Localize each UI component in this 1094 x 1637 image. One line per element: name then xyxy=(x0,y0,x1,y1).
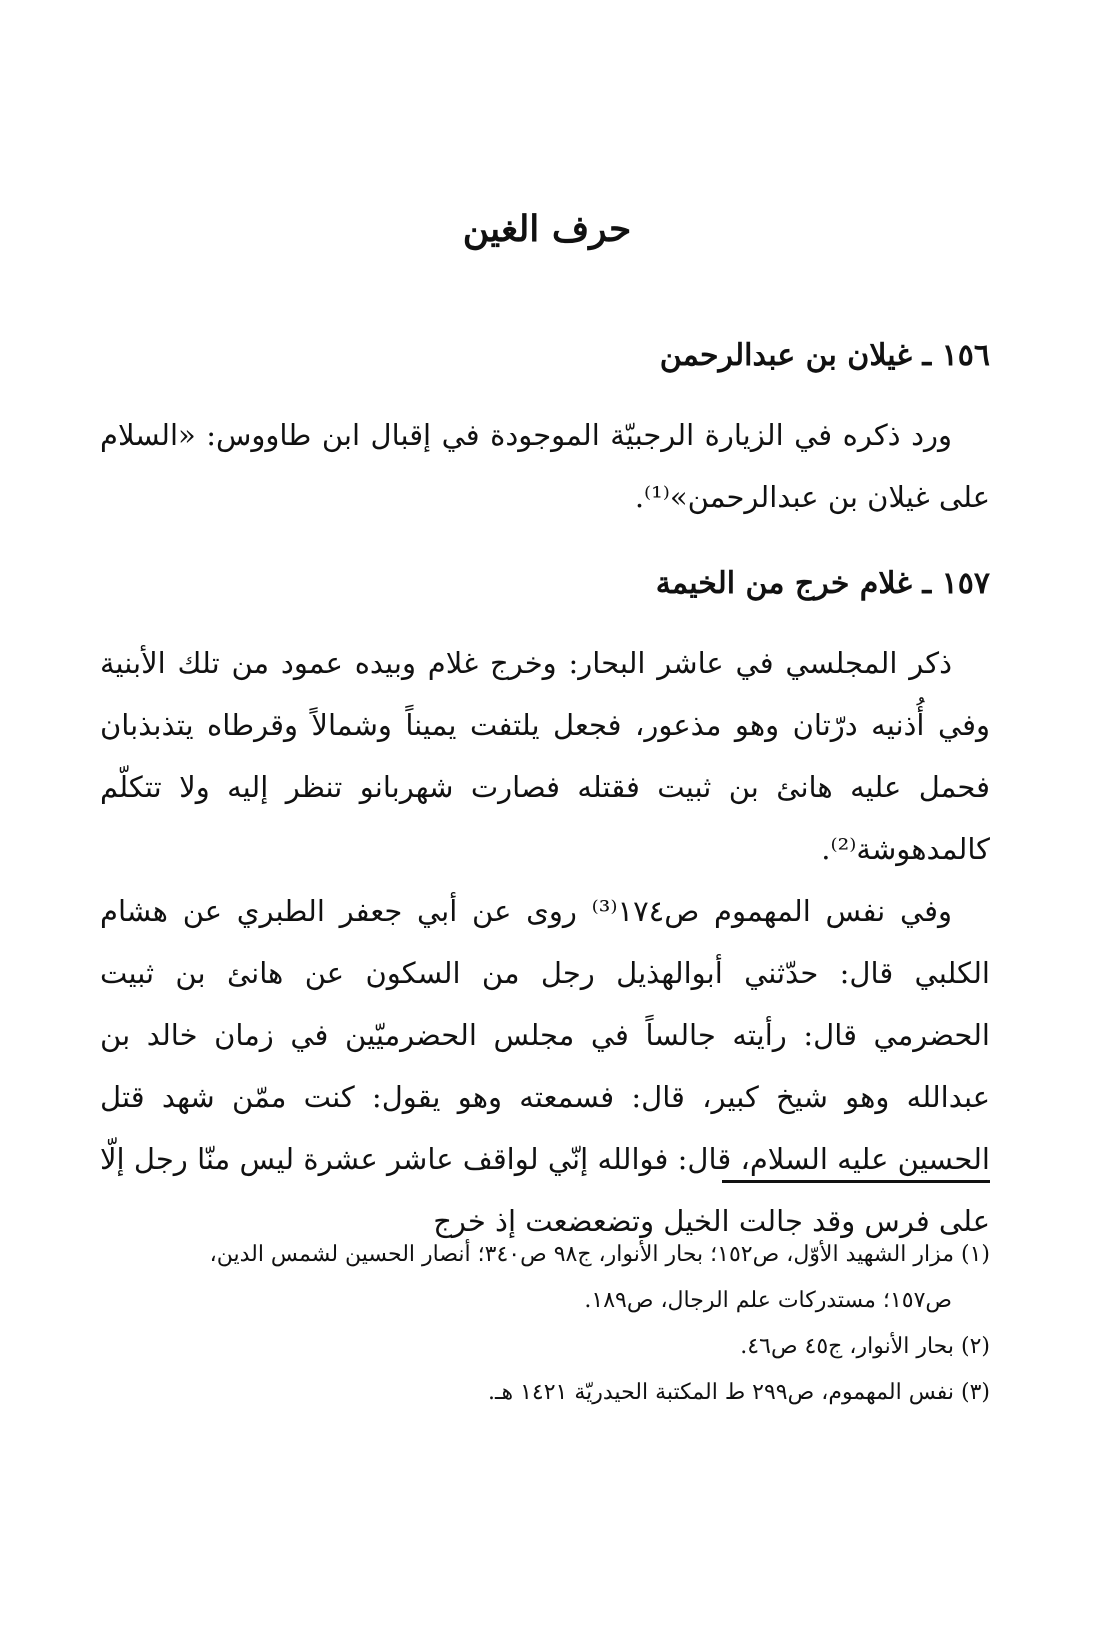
entry-156-paragraph: ورد ذكره في الزيارة الرجبيّة الموجودة في إقبال ابن طاووس: «السلام على غيلان بن عبدالرحمن»⁽¹⁾. xyxy=(100,418,990,514)
footnotes xyxy=(100,1232,990,1416)
footnote-1-line-1: (١) مزار الشهيد الأوّل، ص١٥٢؛ بحار الأنوار، ج٩٨ ص٣٤٠؛ أنصار الحسين لشمس الدين، xyxy=(209,1242,990,1267)
entry-heading-156: ١٥٦ ـ غيلان بن عبدالرحمن xyxy=(659,338,990,373)
footnote-3: (٣) نفس المهموم، ص٢٩٩ ط المكتبة الحيدريّة ١٤٢١ هـ. xyxy=(488,1380,990,1405)
footnote-1-line-2: ص١٥٧؛ مستدركات علم الرجال، ص١٨٩. xyxy=(584,1288,952,1313)
entry-156-body xyxy=(100,404,990,528)
footnote-separator xyxy=(722,1180,990,1183)
entry-157-paragraph-1: ذكر المجلسي في عاشر البحار: وخرج غلام وبيده عمود من تلك الأبنية وفي أُذنيه درّتان وهو مذعور، فجعل يلتفت يميناً وشمالاً وقرطاه يتذبذبان فحمل عليه هانئ بن ثبيت فقتله فصارت شهربانو تنظر إليه ولا تتكلّم كالمدهوشة⁽²⁾. xyxy=(100,646,990,866)
chapter-title: حرف الغين xyxy=(462,208,632,250)
entry-157-paragraph-2: وفي نفس المهموم ص١٧٤⁽³⁾ روى عن أبي جعفر الطبري عن هشام الكلبي قال: حدّثني أبوالهذيل رجل من السكون عن هانئ بن ثبيت الحضرمي قال: رأيته جالساً في مجلس الحضرميّين في زمان خالد بن عبدالله وهو شيخ كبير، قال: فسمعته وهو يقول: كنت ممّن شهد قتل الحسين عليه السلام، قال: فوالله إنّي لواقف عاشر عشرة ليس منّا رجل إلّا على فرس وقد جالت الخيل وتضعضعت إذ خرج xyxy=(100,894,990,1238)
entry-157-body xyxy=(100,632,990,1252)
entry-heading-157: ١٥٧ ـ غلام خرج من الخيمة xyxy=(655,566,990,601)
footnote-2: (٢) بحار الأنوار، ج٤٥ ص٤٦. xyxy=(740,1334,990,1359)
